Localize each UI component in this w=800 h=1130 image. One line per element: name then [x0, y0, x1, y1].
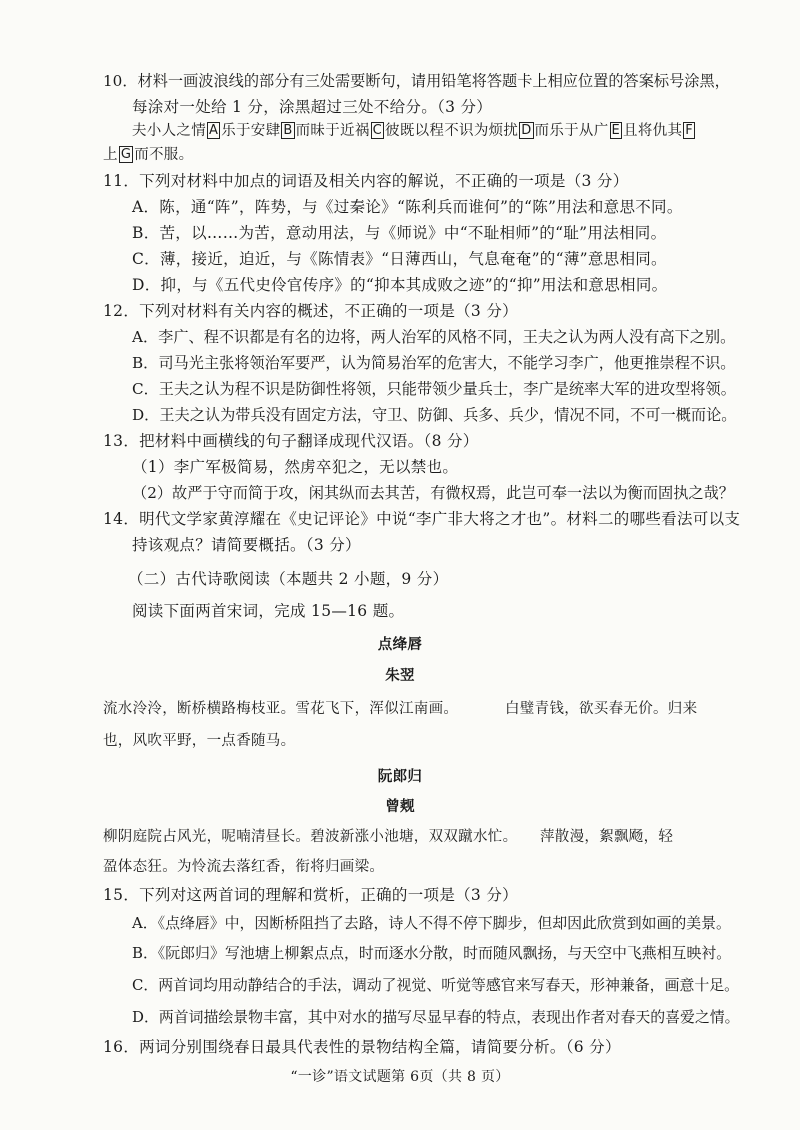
- passage-segment: 乐于安肆: [221, 123, 281, 139]
- poem2-line1b: 萍散漫，絮飘飏，轻: [540, 829, 674, 845]
- q15-option-c: C．两首词均用动静结合的手法，调动了视觉、听觉等感官来写春天，形神兼备，画意十足。: [132, 976, 740, 994]
- q11-option-a: A．陈，通“阵”，阵势，与《过秦论》“陈利兵而谁何”的“陈”用法和意思不同。: [132, 198, 683, 216]
- q11-stem: 11．下列对材料中加点的词语及相关内容的解说，不正确的一项是（3 分）: [103, 172, 629, 190]
- q13-sentence-2: （2）故严于守而简于攻，闲其纵而去其苦，有微权焉，此岂可奉一法以为衡而固执之哉？: [132, 484, 734, 502]
- section-intro: 阅读下面两首宋词，完成 15—16 题。: [132, 602, 405, 620]
- passage-segment: 而不服。: [134, 147, 194, 163]
- passage-segment: 而昧于近祸: [295, 123, 370, 139]
- poem2-line1a: 柳阴庭院占风光，呢喃清昼长。碧波新涨小池塘，双双蹴水忙。: [103, 829, 518, 845]
- q14-line1: 14．明代文学家黄淳耀在《史记评论》中说“李广非大将之才也”。材料二的哪些看法可以支: [103, 510, 741, 528]
- poem2-author: 曾觌: [385, 799, 415, 815]
- q15-option-a: A．《点绛唇》中，因断桥阻挡了去路，诗人不得不停下脚步，但却因此欣赏到如画的美景。: [132, 914, 731, 932]
- poem1-line2: 也，风吹平野，一点香随马。: [103, 733, 296, 749]
- q15-stem: 15．下列对这两首词的理解和赏析，正确的一项是（3 分）: [103, 886, 518, 904]
- q11-option-d: D．抑，与《五代史伶官传序》的“抑本其成败之迹”的“抑”用法和意思相同。: [132, 276, 668, 294]
- poem2-title: 阮郎归: [377, 769, 423, 785]
- break-marker-c: C: [372, 123, 383, 138]
- q14-line2: 持该观点？请简要概括。（3 分）: [132, 536, 361, 554]
- break-marker-b: B: [283, 123, 293, 138]
- passage-segment: 而乐于从广: [534, 123, 609, 139]
- q10-line2: 每涂对一处给 1 分，涂黑超过三处不给分。（3 分）: [132, 98, 493, 116]
- break-marker-e: E: [611, 123, 621, 138]
- passage-segment: 彼既以程不识为烦扰: [385, 123, 519, 139]
- q12-option-a: A．李广、程不识都是有名的边将，两人治军的风格不同，王夫之认为两人没有高下之别。: [132, 328, 736, 346]
- q13-stem: 13．把材料中画横线的句子翻译成现代汉语。（8 分）: [103, 432, 479, 450]
- poem1-author: 朱翌: [385, 668, 415, 684]
- q11-option-b: B．苦，以……为苦，意动用法，与《师说》中“不耻相师”的“耻”用法相同。: [132, 224, 667, 242]
- break-marker-d: D: [521, 123, 532, 138]
- q10-passage-line2: [103, 144, 193, 166]
- q10-passage-line1: [132, 120, 696, 142]
- passage-segment: 上: [103, 147, 118, 163]
- q12-option-b: B．司马光主张将领治军要严，认为简易治军的危害大，不能学习李广，他更推崇程不识。: [132, 354, 736, 372]
- break-marker-g: G: [120, 147, 132, 162]
- q12-stem: 12．下列对材料有关内容的概述，不正确的一项是（3 分）: [103, 302, 518, 320]
- q13-sentence-1: （1）李广军极简易，然虏卒犯之，无以禁也。: [132, 458, 459, 476]
- q12-option-d: D．王夫之认为带兵没有固定方法，守卫、防御、兵多、兵少，情况不同，不可一概而论。: [132, 406, 737, 424]
- break-marker-f: F: [685, 123, 694, 138]
- passage-segment: 且将仇其: [623, 123, 683, 139]
- q12-option-c: C．王夫之认为程不识是防御性将领，只能带领少量兵士，李广是统率大军的进攻型将领。: [132, 380, 736, 398]
- q11-option-c: C．薄，接近，迫近，与《陈情表》“日薄西山，气息奄奄”的“薄”意思相同。: [132, 250, 667, 268]
- poem1-title: 点绛唇: [377, 637, 423, 653]
- q10-line1: 10．材料一画波浪线的部分有三处需要断句，请用铅笔将答题卡上相应位置的答案标号涂黑，: [103, 72, 730, 90]
- section-title: （二）古代诗歌阅读（本题共 2 小题，9 分）: [128, 570, 449, 588]
- q16-stem: 16．两词分别围绕春日最具代表性的景物结构全篇，请简要分析。（6 分）: [103, 1038, 621, 1056]
- poem1-line1a: 流水泠泠，断桥横路梅枝亚。雪花飞下，浑似江南画。: [103, 701, 459, 717]
- q15-option-d: D．两首词描绘景物丰富，其中对水的描写尽显早春的特点，表现出作者对春天的喜爱之情。: [132, 1008, 740, 1026]
- passage-segment: 夫小人之情: [132, 123, 206, 139]
- q15-option-b: B．《阮郎归》写池塘上柳絮点点，时而逐水分散，时而随风飘扬，与天空中飞燕相互映衬。: [132, 944, 732, 962]
- poem2-line2: 盈体态狂。为怜流去落红香，衔将归画梁。: [103, 859, 385, 875]
- poem1-line1b: 白璧青钱，欲买春无价。归来: [505, 701, 698, 717]
- page-footer: “一诊”语文试题第 6页（共 8 页）: [290, 1069, 510, 1085]
- break-marker-a: A: [209, 123, 219, 138]
